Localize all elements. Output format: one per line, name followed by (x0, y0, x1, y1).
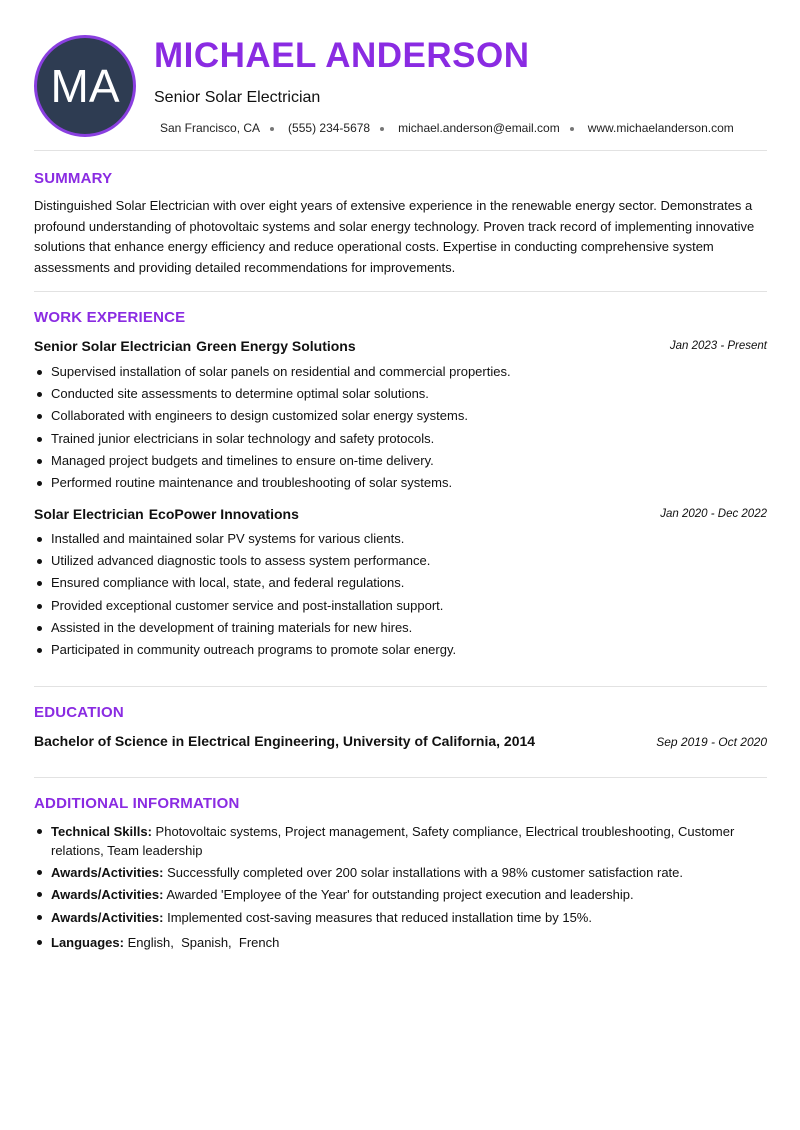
education-entry (34, 733, 767, 751)
item-label: Awards/Activities: (51, 865, 164, 880)
summary-heading: SUMMARY (34, 170, 113, 187)
separator-dot (570, 127, 574, 131)
list-item: Assisted in the development of training materials for new hires. (34, 620, 769, 642)
contact-email[interactable]: michael.anderson@email.com (398, 121, 560, 135)
job-dates: Jan 2020 - Dec 2022 (660, 508, 767, 520)
job-bullets (34, 531, 769, 664)
list-item: Performed routine maintenance and troubleshooting of solar systems. (34, 475, 769, 497)
list-item: Utilized advanced diagnostic tools to assess system performance. (34, 553, 769, 575)
item-label: Awards/Activities: (51, 909, 164, 925)
job-header (34, 338, 767, 356)
experience-heading: WORK EXPERIENCE (34, 309, 186, 326)
additional-heading: ADDITIONAL INFORMATION (34, 795, 240, 812)
contact-location: San Francisco, CA (160, 121, 261, 135)
education-dates: Sep 2019 - Oct 2020 (656, 735, 767, 749)
additional-list (34, 822, 769, 953)
separator-dot (270, 127, 274, 131)
item-label: Technical Skills: (51, 824, 152, 839)
list-item (34, 822, 769, 863)
job-role: Solar Electrician (34, 506, 144, 522)
job-role: Senior Solar Electrician (34, 338, 192, 354)
list-item: Conducted site assessments to determine optimal solar solutions. (34, 386, 769, 408)
list-item: Installed and maintained solar PV systems for various clients. (34, 531, 769, 553)
list-item: Provided exceptional customer service and post-installation support. (34, 598, 769, 620)
contact-line (160, 121, 734, 135)
list-item: Ensured compliance with local, state, and federal regulations. (34, 575, 769, 597)
candidate-name: MICHAEL ANDERSON (154, 36, 530, 75)
item-text: English, Spanish, French (127, 934, 280, 950)
divider (34, 777, 767, 778)
list-item: Supervised installation of solar panels on residential and commercial properties. (34, 364, 769, 386)
item-text: Photovoltaic systems, Project management, Safety compliance, Electrical troubleshooting, Customer relations, Team leadership (51, 824, 735, 858)
list-item (34, 863, 769, 885)
divider (34, 686, 767, 687)
education-heading: EDUCATION (34, 704, 124, 721)
contact-phone: (555) 234-5678 (288, 121, 371, 135)
contact-website[interactable]: www.michaelanderson.com (587, 121, 734, 135)
avatar (34, 35, 136, 137)
job-title-line (34, 506, 299, 522)
education-degree: Bachelor of Science in Electrical Engineering, University of California, 2014 (34, 733, 536, 749)
job-company: EcoPower Innovations (148, 506, 299, 522)
avatar-initials: MA (50, 60, 120, 112)
list-item (34, 933, 769, 953)
job-dates: Jan 2023 - Present (669, 340, 767, 352)
summary-text: Distinguished Solar Electrician with over eight years of extensive experience in the renewable energy sector. Demonstrates a profound understanding of photovoltaic systems and solar energy technology. Proven track record of implementing innovative solutions that enhance energy efficiency and reduce operational costs. Expertise in conducting comprehensive system assessments and providing detailed recommendations for improvements. (34, 198, 755, 275)
item-text: Successfully completed over 200 solar installations with a 98% customer satisfaction rate. (167, 865, 684, 880)
list-item: Managed project budgets and timelines to ensure on-time delivery. (34, 453, 769, 475)
item-label: Awards/Activities: (51, 887, 164, 903)
list-item (34, 885, 769, 907)
item-text: Awarded 'Employee of the Year' for outstanding project execution and leadership. (166, 887, 634, 903)
job-title-line (34, 338, 356, 354)
item-text: Implemented cost-saving measures that reduced installation time by 15%. (167, 909, 592, 925)
divider (34, 291, 767, 292)
list-item (34, 908, 769, 933)
divider (34, 150, 767, 151)
list-item: Collaborated with engineers to design customized solar energy systems. (34, 408, 769, 430)
job-company: Green Energy Solutions (196, 338, 356, 354)
list-item: Participated in community outreach programs to promote solar energy. (34, 642, 769, 664)
candidate-title: Senior Solar Electrician (154, 89, 321, 106)
separator-dot (380, 127, 384, 131)
item-label: Languages: (51, 934, 124, 950)
job-header (34, 506, 767, 524)
list-item: Trained junior electricians in solar technology and safety protocols. (34, 431, 769, 453)
job-bullets (34, 364, 769, 497)
